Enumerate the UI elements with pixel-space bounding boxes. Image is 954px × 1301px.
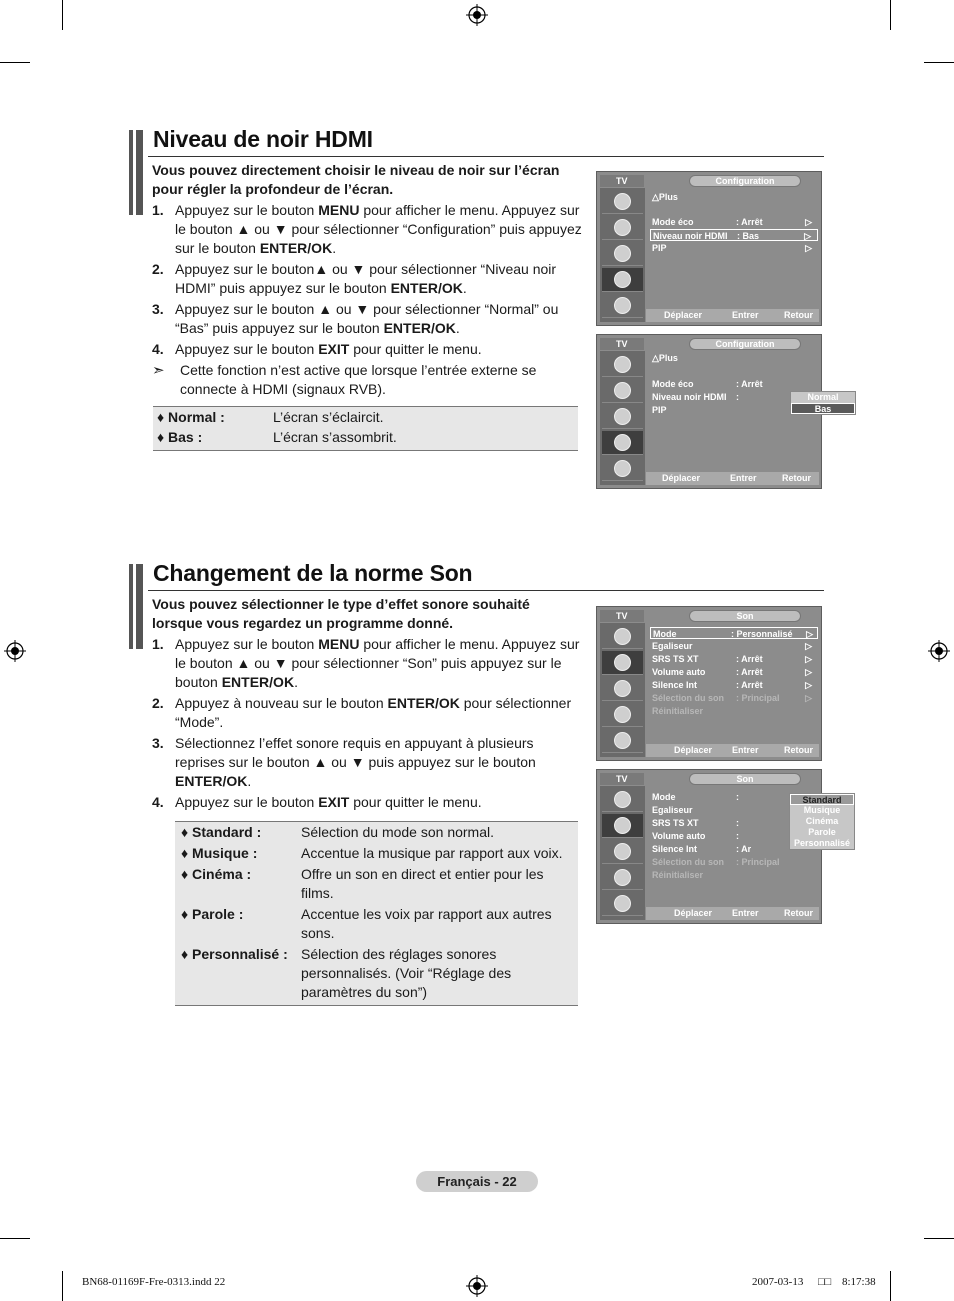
options-table <box>153 406 578 451</box>
osd-sidebar <box>600 351 645 485</box>
osd-tv-label: TV <box>600 610 644 622</box>
option-value: Sélection du mode son normal. <box>301 824 494 840</box>
arrow-right-icon: ▷ <box>805 667 812 677</box>
section-intro: Vous pouvez directement choisir le niveau de noir sur l’écran pour régler la profondeur de l’écran. <box>152 162 560 197</box>
crop-mark <box>924 1238 954 1239</box>
dropdown-option: Normal <box>807 392 839 402</box>
section-marker-bar <box>129 130 143 215</box>
step-item <box>152 340 584 359</box>
osd-row-value: : Arrêt <box>736 379 763 389</box>
return-hint: Retour <box>784 310 813 320</box>
channel-icon <box>602 242 643 266</box>
step-item <box>152 201 584 258</box>
picture-icon <box>602 353 643 377</box>
step-text: . <box>462 280 467 296</box>
step-bold: ENTER/OK <box>383 320 456 336</box>
osd-row-label: PIP <box>652 243 667 253</box>
option-value: Accentue les voix par rapport aux autres sons. <box>301 906 552 941</box>
step-bold: ENTER/OK <box>259 240 333 256</box>
move-hint: Déplacer <box>674 908 713 918</box>
step-text: Appuyez sur le bouton <box>175 341 319 357</box>
osd-row-value: : Principal <box>736 857 780 867</box>
osd-row-disabled <box>650 692 818 704</box>
registration-mark-icon <box>4 640 26 662</box>
crop-mark <box>890 0 891 30</box>
arrow-right-icon: ▷ <box>805 654 812 664</box>
dropdown-option: Parole <box>808 827 836 837</box>
crop-mark <box>924 62 954 63</box>
crop-mark <box>890 1271 891 1301</box>
step-item <box>152 635 580 692</box>
osd-row-value: : Principal <box>736 693 780 703</box>
channel-icon <box>602 677 643 701</box>
setup-icon <box>602 268 643 292</box>
arrow-right-icon: ▷ <box>805 693 812 703</box>
channel-icon <box>602 840 643 864</box>
step-text: . <box>294 674 298 690</box>
osd-row-selected <box>650 229 818 241</box>
option-value: L’écran s’éclaircit. <box>273 409 384 425</box>
picture-icon <box>602 788 643 812</box>
input-icon <box>602 294 643 318</box>
osd-sidebar <box>600 786 645 920</box>
enter-hint: Entrer <box>730 473 757 483</box>
osd-row-value: : Arrêt <box>736 680 763 690</box>
sound-icon <box>602 651 643 675</box>
osd-pane <box>646 786 851 906</box>
step-text: Appuyez sur le bouton▲ ou ▼ pour sélectionner “Niveau noir HDMI” puis appuyez sur le bouton <box>175 261 557 296</box>
osd-caption: Configuration <box>689 338 801 350</box>
options-table <box>175 821 578 1006</box>
dropdown-option-selected: Standard <box>790 794 854 805</box>
arrow-right-icon: ▷ <box>805 217 812 227</box>
arrow-right-icon: ▷ <box>805 680 812 690</box>
step-text: pour afficher le menu. Appuyez sur le bouton ▲ ou ▼ pour sélectionner “Configuration” puis appuyez sur le bouton <box>175 202 582 256</box>
osd-row-value: : Personnalisé <box>731 629 793 639</box>
dropdown-option: Musique <box>803 805 841 815</box>
arrow-right-icon: ▷ <box>805 641 812 651</box>
step-text: Appuyez sur le bouton <box>175 636 319 652</box>
osd-row-value: : <box>736 831 739 841</box>
section-title: Niveau de noir HDMI <box>153 126 373 152</box>
step-text: Appuyez à nouveau sur le bouton <box>175 695 388 711</box>
step-text: . <box>247 773 252 789</box>
osd-row <box>650 191 818 203</box>
option-key: ♦ Parole : <box>181 906 244 922</box>
picture-icon <box>602 625 643 649</box>
step-bold: ENTER/OK <box>221 674 295 690</box>
osd-sidebar <box>600 623 645 757</box>
step-bold: EXIT <box>318 794 350 810</box>
osd-row-value: : Ar <box>736 844 752 854</box>
print-boxes: □□ <box>818 1276 832 1288</box>
osd-row <box>650 653 818 665</box>
crop-mark <box>62 1271 63 1301</box>
registration-mark-icon <box>466 1275 488 1297</box>
return-hint: Retour <box>784 745 813 755</box>
arrow-right-icon: ▷ <box>804 231 811 241</box>
osd-row-label: Réinitialiser <box>652 870 704 880</box>
option-key: ♦ Normal : <box>157 409 225 425</box>
print-date: 2007-03-13 <box>752 1276 804 1288</box>
page-number-badge: Français - 22 <box>416 1171 538 1192</box>
input-icon <box>602 892 643 916</box>
osd-row-label: SRS TS XT <box>652 818 699 828</box>
channel-icon <box>602 405 643 429</box>
enter-hint: Entrer <box>732 310 759 320</box>
osd-row-label: Réinitialiser <box>652 706 704 716</box>
osd-row <box>650 666 818 678</box>
step-number: 2. <box>152 261 164 277</box>
picture-icon <box>602 190 643 214</box>
step-text: pour afficher le menu. Appuyez sur le bouton ▲ ou ▼ pour sélectionner “Son” puis appuyez sur le bouton <box>175 636 580 690</box>
osd-menu-son-dropdown <box>596 769 851 924</box>
osd-caption: Configuration <box>689 175 801 187</box>
crop-mark <box>0 62 30 63</box>
osd-row-disabled <box>650 705 818 717</box>
osd-dropdown <box>789 793 855 850</box>
osd-row-value: : <box>736 818 739 828</box>
option-key: ♦ Cinéma : <box>181 866 252 882</box>
option-key: ♦ Bas : <box>157 429 203 445</box>
option-key: ♦ Standard : <box>181 824 262 840</box>
step-text: Appuyez sur le bouton ▲ ou ▼ pour sélectionner “Normal” ou “Bas” puis appuyez sur le bouton <box>175 301 559 336</box>
setup-icon <box>602 703 643 727</box>
registration-mark-icon <box>466 4 488 26</box>
osd-row-label: Egaliseur <box>652 641 693 651</box>
step-bold: MENU <box>318 202 360 218</box>
osd-row-label: Volume auto <box>652 667 706 677</box>
osd-pane <box>646 188 819 308</box>
osd-row-label: Volume auto <box>652 831 706 841</box>
step-text: Appuyez sur le bouton <box>175 202 319 218</box>
osd-row-disabled <box>650 869 818 881</box>
osd-row-label: Mode <box>652 792 676 802</box>
dropdown-option: Cinéma <box>805 816 839 826</box>
step-number: 3. <box>152 735 164 751</box>
osd-row-label: Mode éco <box>652 379 694 389</box>
osd-row-label: △Plus <box>652 192 678 202</box>
step-number: 4. <box>152 341 164 357</box>
return-hint: Retour <box>782 473 811 483</box>
osd-row-value: : Bas <box>737 231 760 241</box>
osd-row-label: Silence Int <box>652 844 698 854</box>
sound-icon <box>602 379 643 403</box>
step-number: 1. <box>152 202 164 218</box>
osd-row-label: △Plus <box>652 353 678 363</box>
enter-hint: Entrer <box>732 908 759 918</box>
step-number: 4. <box>152 794 164 810</box>
steps-list <box>152 201 584 399</box>
osd-row-label: SRS TS XT <box>652 654 699 664</box>
osd-row <box>650 378 818 390</box>
option-value: L’écran s’assombrit. <box>273 429 397 445</box>
table-row <box>175 864 578 904</box>
setup-icon <box>602 866 643 890</box>
osd-row <box>650 640 818 652</box>
step-bold: EXIT <box>318 341 350 357</box>
osd-dropdown <box>790 391 856 415</box>
table-row <box>175 843 578 864</box>
arrow-right-icon: ▷ <box>805 243 812 253</box>
section-title: Changement de la norme Son <box>153 560 473 586</box>
step-bold: ENTER/OK <box>390 280 463 296</box>
osd-row-label: Egaliseur <box>652 805 693 815</box>
input-icon <box>602 457 643 481</box>
osd-caption: Son <box>689 610 801 622</box>
osd-row-value: : Arrêt <box>736 654 763 664</box>
dropdown-option-selected: Bas <box>791 403 855 414</box>
move-hint: Déplacer <box>662 473 701 483</box>
option-value: Offre un son en direct et entier pour les films. <box>301 866 544 901</box>
osd-row-label: Mode <box>653 629 677 639</box>
arrow-right-icon: ▷ <box>806 629 813 639</box>
option-value: Accentue la musique par rapport aux voix. <box>301 845 563 861</box>
osd-pane <box>646 623 819 743</box>
step-text: Appuyez sur le bouton <box>175 794 319 810</box>
osd-row-value: : Arrêt <box>736 667 763 677</box>
osd-pane <box>646 351 839 471</box>
osd-footer <box>646 472 819 485</box>
osd-row-label: Mode éco <box>652 217 694 227</box>
section-marker-bar <box>129 564 143 649</box>
osd-sidebar <box>600 188 645 322</box>
section-rule <box>148 590 824 591</box>
step-text: pour sélectionner “Mode”. <box>175 695 572 730</box>
osd-footer <box>646 744 819 757</box>
setup-icon <box>602 431 643 455</box>
osd-row-label: Sélection du son <box>652 857 725 867</box>
step-text: pour quitter le menu. <box>349 341 482 357</box>
registration-mark-icon <box>928 640 950 662</box>
osd-row-label: PIP <box>652 405 667 415</box>
osd-row-value: : <box>736 392 739 402</box>
crop-mark <box>0 1238 30 1239</box>
move-hint: Déplacer <box>664 310 703 320</box>
option-key: ♦ Musique : <box>181 845 258 861</box>
step-item <box>152 793 580 812</box>
option-value: Sélection des réglages sonores personnalisés. (Voir “Réglage des paramètres du son”) <box>301 946 512 1000</box>
steps-list <box>152 635 580 814</box>
dropdown-option: Personnalisé <box>793 838 851 848</box>
osd-row-label: Niveau noir HDMI <box>653 231 728 241</box>
osd-menu-configuration-dropdown <box>596 334 839 489</box>
osd-footer <box>646 907 819 920</box>
step-number: 1. <box>152 636 164 652</box>
print-filename: BN68-01169F-Fre-0313.indd 22 <box>82 1276 226 1288</box>
step-bold: ENTER/OK <box>387 695 460 711</box>
enter-hint: Entrer <box>732 745 759 755</box>
osd-row <box>650 216 818 228</box>
return-hint: Retour <box>784 908 813 918</box>
option-key: ♦ Personnalisé : <box>181 946 288 962</box>
step-bold: ENTER/OK <box>175 773 248 789</box>
step-number: 3. <box>152 301 164 317</box>
step-number: 2. <box>152 695 164 711</box>
osd-menu-son <box>596 606 822 761</box>
osd-footer <box>646 309 819 322</box>
input-icon <box>602 729 643 753</box>
note <box>152 361 584 399</box>
table-row <box>175 822 578 844</box>
step-text: Sélectionnez l’effet sonore requis en appuyant à plusieurs reprises sur le bouton ▲ ou ▼ puis appuyez sur le bouton <box>175 735 536 770</box>
step-text: . <box>332 240 337 256</box>
osd-row-label: Silence Int <box>652 680 698 690</box>
table-row <box>153 427 578 451</box>
move-hint: Déplacer <box>674 745 713 755</box>
osd-row-label: Niveau noir HDMI <box>652 392 727 402</box>
table-row <box>153 407 578 428</box>
osd-row-disabled <box>650 856 818 868</box>
crop-mark <box>62 0 63 30</box>
step-item <box>152 260 584 298</box>
step-text: . <box>455 320 460 336</box>
osd-caption: Son <box>689 773 801 785</box>
osd-row-value: : Arrêt <box>736 217 763 227</box>
note-text: Cette fonction n’est active que lorsque l’entrée externe se connecte à HDMI (signaux RVB). <box>180 362 537 397</box>
table-row <box>175 904 578 944</box>
osd-tv-label: TV <box>600 338 644 350</box>
osd-tv-label: TV <box>600 773 644 785</box>
sound-icon <box>602 814 643 838</box>
osd-tv-label: TV <box>600 175 644 187</box>
section-intro: Vous pouvez sélectionner le type d’effet sonore souhaité lorsque vous regardez un programme donné. <box>152 596 530 631</box>
sound-icon <box>602 216 643 240</box>
step-item <box>152 694 580 732</box>
step-bold: MENU <box>318 636 360 652</box>
print-time: 8:17:38 <box>842 1276 876 1288</box>
step-item <box>152 300 584 338</box>
osd-row <box>650 242 818 254</box>
osd-row-value: : <box>736 792 739 802</box>
table-row <box>175 944 578 1006</box>
step-item <box>152 734 580 791</box>
osd-row <box>650 679 818 691</box>
osd-row <box>650 352 818 364</box>
section-rule <box>148 156 824 157</box>
osd-menu-configuration <box>596 171 822 326</box>
osd-row-label: Sélection du son <box>652 693 725 703</box>
note-arrow-icon: ➣ <box>152 362 165 379</box>
step-text: pour quitter le menu. <box>349 794 482 810</box>
osd-row-selected <box>650 627 818 639</box>
